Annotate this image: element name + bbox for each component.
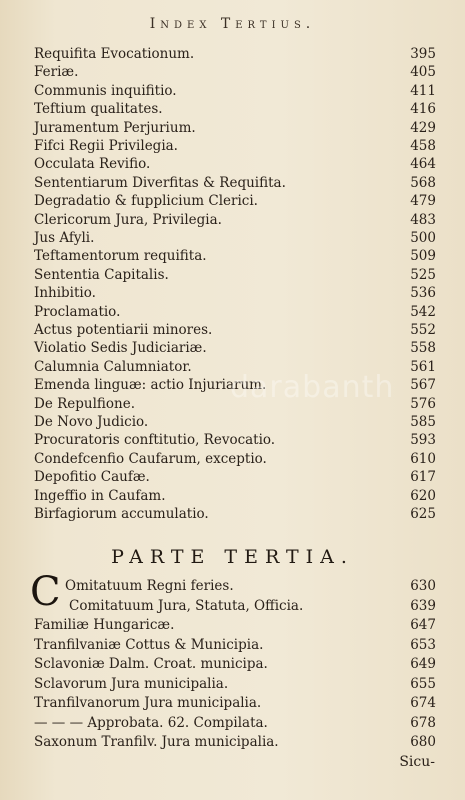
entry-title: Depofitio Caufæ.	[34, 469, 150, 486]
entry-title: Sclavoniæ Dalm. Croat. municipa.	[34, 656, 268, 672]
entry-title: Sententiarum Diverfitas & Requifita.	[34, 174, 286, 191]
index-entry	[34, 675, 436, 693]
index-entry	[34, 211, 436, 229]
watermark-text: darabanth	[230, 370, 395, 405]
page-number: 610	[410, 450, 436, 467]
index-entry	[34, 321, 436, 339]
entry-title: Sententia Capitalis.	[34, 266, 169, 283]
page-number: 620	[410, 487, 436, 504]
page-number: 558	[410, 340, 436, 357]
entry-title: Inhibitio.	[34, 285, 96, 302]
entry-title: Violatio Sedis Judiciariæ.	[34, 340, 207, 357]
entry-title: Sclavorum Jura municipalia.	[34, 675, 229, 692]
page-number: 568	[410, 174, 436, 191]
entry-title: Teftium qualitates.	[34, 101, 163, 118]
index-entry	[34, 119, 436, 137]
page-number: 653	[410, 636, 436, 653]
index-entry	[34, 655, 436, 673]
entry-title: Feriæ.	[34, 64, 79, 81]
page-number: 405	[410, 64, 436, 81]
entry-title: Calumnia Calumniator.	[34, 358, 192, 375]
page-number: 429	[410, 119, 436, 136]
page-number: 567	[410, 377, 436, 394]
page-number: 655	[410, 675, 436, 692]
entry-title: Occulata Revifio.	[34, 156, 151, 173]
section-heading: PARTE TERTIA.	[111, 546, 354, 568]
page-number: 552	[410, 322, 436, 338]
index-entry	[34, 229, 436, 247]
page-number: 464	[410, 156, 436, 173]
page-number: 500	[410, 230, 436, 246]
entry-title: Fifci Regii Privilegia.	[34, 138, 178, 154]
index-entry	[34, 714, 436, 732]
page-number: 647	[410, 617, 436, 633]
index-entry	[34, 82, 436, 100]
page-number: 395	[410, 46, 436, 62]
entry-title: Procuratoris conftitutio, Revocatio.	[34, 432, 276, 449]
entry-title: Tranfilvanorum Jura municipalia.	[34, 695, 262, 711]
index-entry	[34, 577, 436, 595]
entry-title: Proclamatio.	[34, 303, 121, 320]
entry-title: Tranfilvaniæ Cottus & Municipia.	[34, 636, 264, 653]
drop-capital: C	[30, 569, 61, 615]
entry-title: Comitatuum Jura, Statuta, Officia.	[69, 597, 304, 614]
index-entry	[34, 284, 436, 302]
page-number: 576	[410, 395, 436, 412]
entry-title: Degradatio & fupplicium Clerici.	[34, 193, 258, 210]
entry-title: Juramentum Perjurium.	[34, 119, 196, 136]
page-number: 680	[410, 734, 436, 750]
entry-title: Clericorum Jura, Privilegia.	[34, 211, 222, 228]
index-entry	[34, 413, 436, 431]
index-entry	[34, 174, 436, 192]
entry-title: Requifita Evocationum.	[34, 46, 195, 62]
index-entry	[34, 431, 436, 449]
entry-title: De Repulfione.	[34, 395, 136, 412]
page-number: 561	[410, 358, 436, 375]
page-number: 536	[410, 285, 436, 302]
page-number: 458	[410, 138, 436, 154]
page-number: 678	[410, 714, 436, 731]
index-entry	[34, 505, 436, 523]
index-entry	[34, 339, 436, 357]
index-entry	[34, 616, 436, 634]
entry-title: Ingeffio in Caufam.	[34, 487, 166, 504]
index-entry	[34, 468, 436, 486]
page-number: 525	[410, 266, 436, 283]
index-entry	[34, 303, 436, 321]
page-number: 411	[410, 82, 436, 99]
entry-title: Birfagiorum accumulatio.	[34, 506, 209, 522]
entry-title: Saxonum Tranfilv. Jura municipalia.	[34, 734, 279, 750]
index-entry	[34, 266, 436, 284]
index-entry	[34, 694, 436, 712]
page-number: 630	[410, 578, 436, 594]
index-entry	[34, 63, 436, 81]
page-number: 625	[410, 506, 436, 522]
page-number: 542	[410, 303, 436, 320]
page-number: 639	[410, 597, 436, 614]
entry-title: Condefcenfio Caufarum, exceptio.	[34, 450, 267, 467]
index-entry	[34, 636, 436, 654]
page-number: 483	[410, 211, 436, 228]
index-entry	[34, 487, 436, 505]
page-number: 649	[410, 656, 436, 672]
page-number: 593	[410, 432, 436, 449]
index-entry	[34, 192, 436, 210]
index-entry	[34, 45, 436, 63]
entry-title: Familiæ Hungaricæ.	[34, 617, 175, 633]
index-entry	[34, 733, 436, 751]
page-number: 416	[410, 101, 436, 118]
index-entry	[34, 100, 436, 118]
entry-title: Communis inquifitio.	[34, 82, 177, 99]
page-number: 585	[410, 414, 436, 430]
index-entry	[34, 247, 436, 265]
page-number: 674	[410, 695, 436, 711]
catchword: Sicu-	[399, 754, 435, 770]
entry-title: Emenda linguæ: actio Injuriarum.	[34, 377, 267, 394]
page-number: 509	[410, 248, 436, 265]
entry-title: Omitatuum Regni feries.	[65, 578, 234, 594]
entry-title: Jus Afyli.	[34, 230, 95, 246]
index-entry	[34, 155, 436, 173]
running-header: Index Tertius.	[149, 16, 316, 32]
entry-title: Actus potentiarii minores.	[34, 322, 213, 338]
index-entry	[34, 137, 436, 155]
page-number: 617	[410, 469, 436, 486]
index-entry	[34, 597, 436, 615]
index-entry	[34, 450, 436, 468]
entry-title: De Novo Judicio.	[34, 414, 149, 430]
entry-title: Teftamentorum requifita.	[34, 248, 207, 265]
page-number: 479	[410, 193, 436, 210]
entry-title: — — — Approbata. 62. Compilata.	[34, 714, 268, 731]
